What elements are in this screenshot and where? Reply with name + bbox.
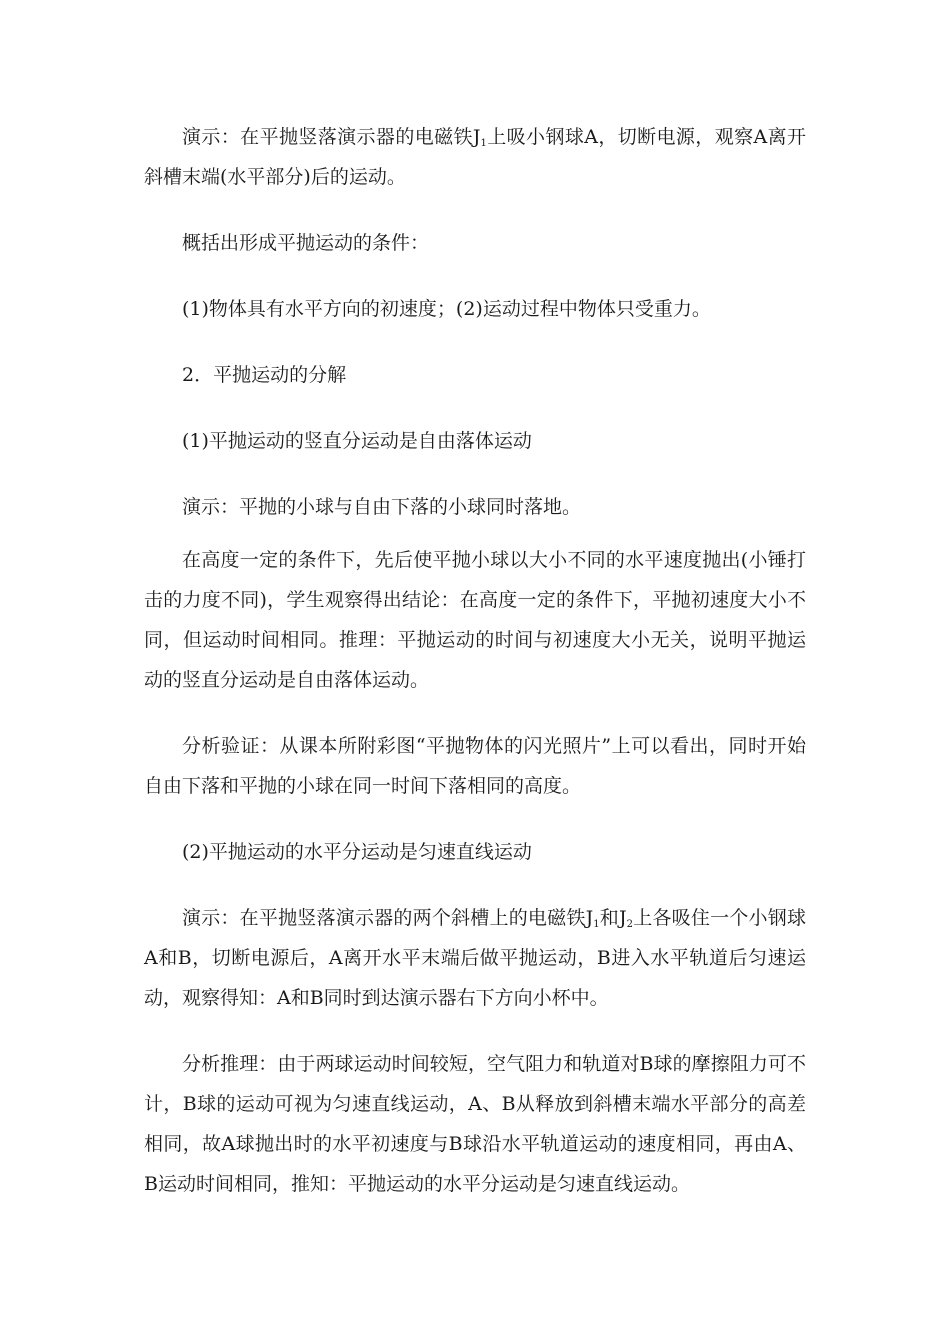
subsection-heading-vertical: (1)平抛运动的竖直分运动是自由落体运动 bbox=[182, 430, 532, 452]
subscript: 1 bbox=[593, 919, 600, 930]
subscript: 1 bbox=[480, 138, 487, 149]
text-run: 上各吸住一个小钢球A和B，切断电源后，A离开水平末端后做平抛运动，B进入水平轨道后匀速运动，观察得知：A和B同时到达演示器右下方向小杯中。 bbox=[144, 907, 806, 1009]
section-heading: 2．平抛运动的分解 bbox=[182, 364, 347, 386]
paragraph-conditions-intro: 概括出形成平抛运动的条件： bbox=[182, 232, 430, 254]
text-run: 演示：在平抛竖落演示器的电磁铁J bbox=[182, 126, 481, 148]
paragraph-demo-2: 演示：平抛的小球与自由下落的小球同时落地。 bbox=[182, 496, 582, 518]
subsection-heading-horizontal: (2)平抛运动的水平分运动是匀速直线运动 bbox=[182, 841, 532, 863]
paragraph-analysis: 分析推理：由于两球运动时间较短，空气阻力和轨道对B球的摩擦阻力可不计，B球的运动可视为匀速直线运动，A、B从释放到斜槽末端水平部分的高差相同，故A球抛出时的水平初速度与B球沿水平轨道运动的速度相同，再由A、B运动时间相同，推知：平抛运动的水平分运动是匀速直线运动。 bbox=[144, 1053, 806, 1195]
text-run: 和J bbox=[599, 907, 627, 929]
text-run: 演示：在平抛竖落演示器的两个斜槽上的电磁铁J bbox=[182, 907, 594, 929]
paragraph-verification: 分析验证：从课本所附彩图“平抛物体的闪光照片”上可以看出，同时开始自由下落和平抛的小球在同一时间下落相同的高度。 bbox=[144, 735, 806, 797]
document-body bbox=[144, 117, 806, 1230]
paragraph-demo-1 bbox=[144, 117, 806, 197]
paragraph-conditions: (1)物体具有水平方向的初速度；(2)运动过程中物体只受重力。 bbox=[182, 298, 711, 320]
subscript: 2 bbox=[626, 919, 634, 930]
paragraph-demo-3 bbox=[144, 898, 806, 1018]
text-run: 上吸小钢球A，切断电源，观察A离开斜槽末端(水平部分)后的运动。 bbox=[144, 126, 806, 188]
paragraph-experiment: 在高度一定的条件下，先后使平抛小球以大小不同的水平速度抛出(小锤打击的力度不同)，学生观察得出结论：在高度一定的条件下，平抛初速度大小不同，但运动时间相同。推理：平抛运动的时间与初速度大小无关，说明平抛运动的竖直分运动是自由落体运动。 bbox=[144, 549, 806, 691]
